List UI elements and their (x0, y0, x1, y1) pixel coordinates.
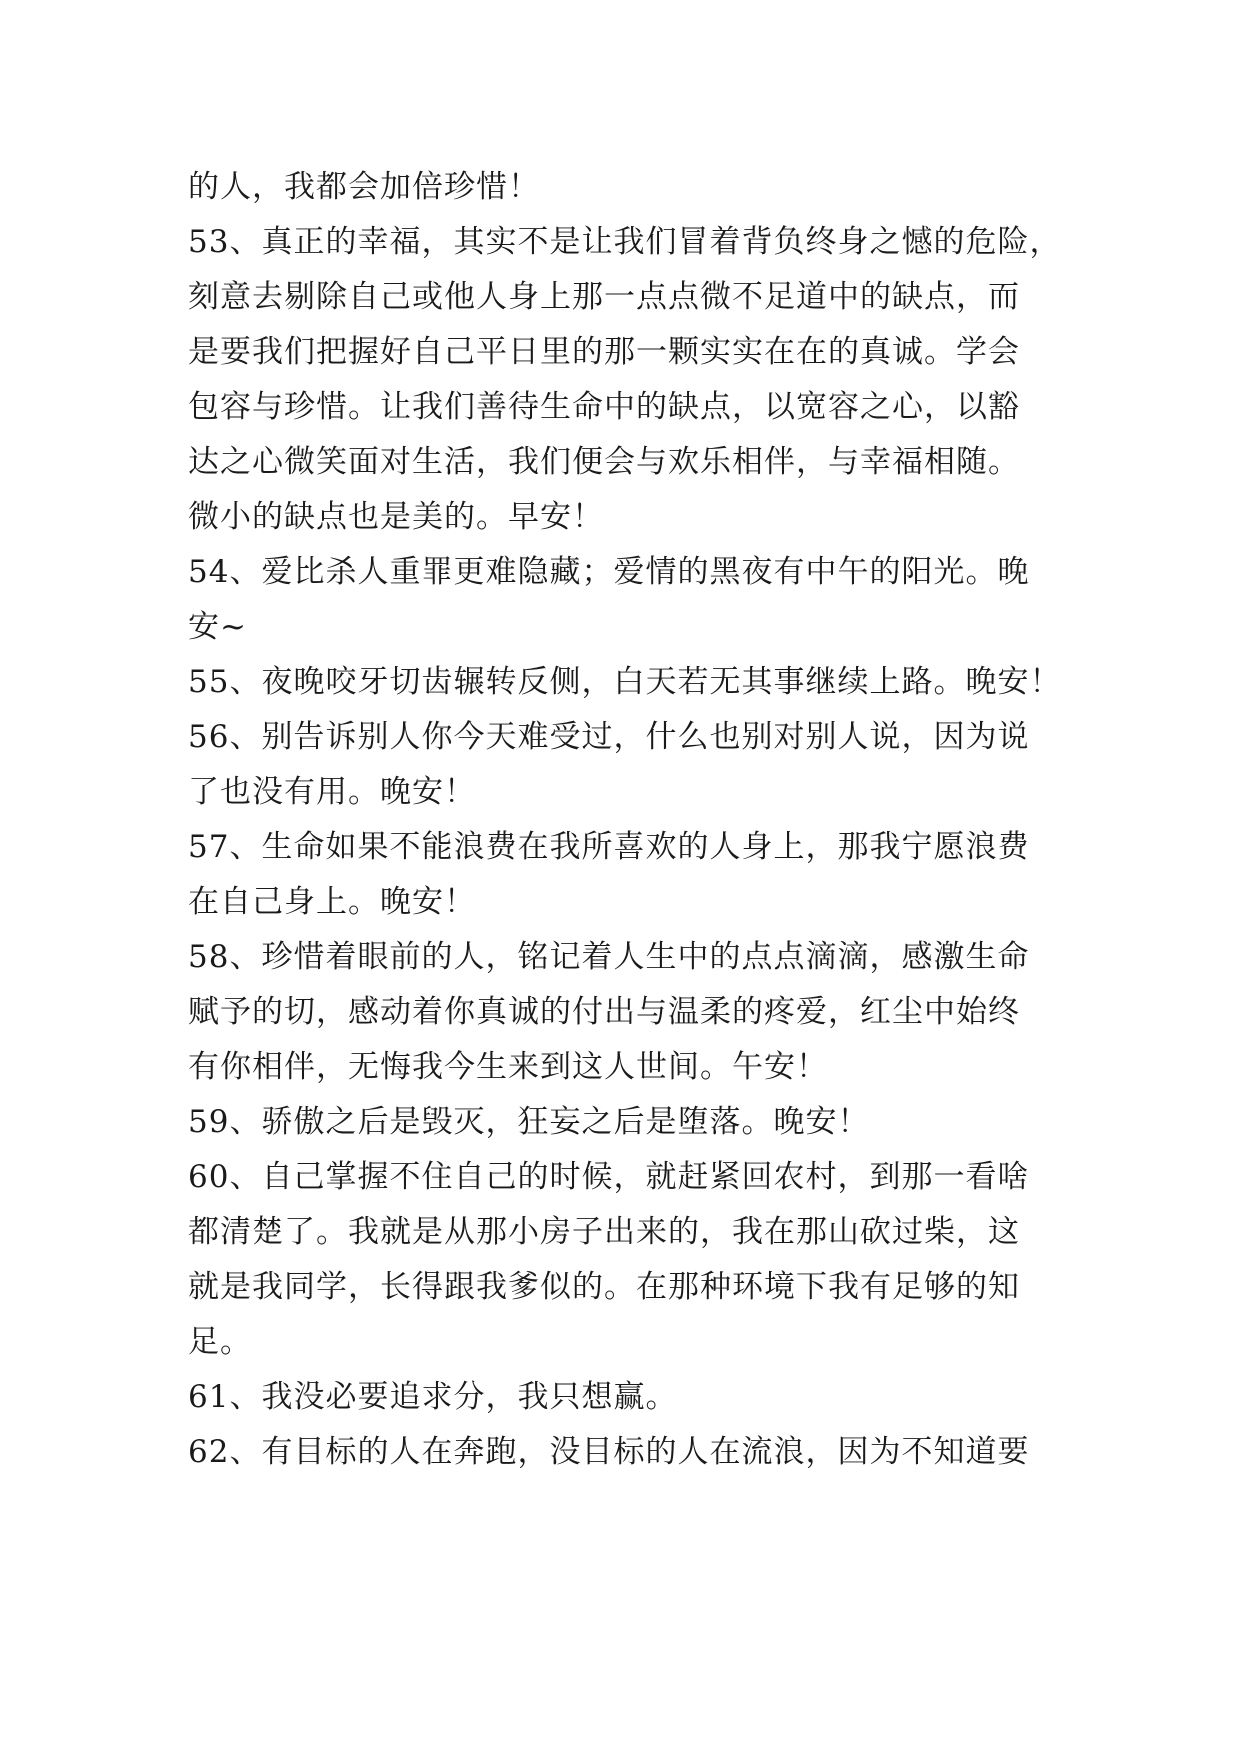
text-line: 微小的缺点也是美的。早安！ (188, 499, 604, 535)
text-line: 安~ (188, 609, 247, 645)
text-line: 54、爱比杀人重罪更难隐藏；爱情的黑夜有中午的阳光。晚 (188, 554, 1030, 590)
text-line: 是要我们把握好自己平日里的那一颗实实在在的真诚。学会 (188, 334, 1020, 370)
text-line: 53、真正的幸福，其实不是让我们冒着背负终身之憾的危险， (188, 224, 1062, 260)
text-line: 55、夜晚咬牙切齿辗转反侧，白天若无其事继续上路。晚安！ (188, 664, 1062, 700)
text-line: 刻意去剔除自己或他人身上那一点点微不足道中的缺点，而 (188, 279, 1020, 315)
text-line: 57、生命如果不能浪费在我所喜欢的人身上，那我宁愿浪费 (188, 829, 1030, 865)
text-line: 就是我同学，长得跟我爹似的。在那种环境下我有足够的知 (188, 1269, 1020, 1305)
text-line: 了也没有用。晚安！ (188, 774, 476, 810)
text-line: 有你相伴，无悔我今生来到这人世间。午安！ (188, 1049, 828, 1085)
text-line: 56、别告诉别人你今天难受过，什么也别对别人说，因为说 (188, 719, 1030, 755)
text-line: 都清楚了。我就是从那小房子出来的，我在那山砍过柴，这 (188, 1214, 1020, 1250)
text-line: 赋予的切，感动着你真诚的付出与温柔的疼爱，红尘中始终 (188, 994, 1020, 1030)
text-line: 61、我没必要追求分，我只想赢。 (188, 1379, 678, 1415)
text-line: 59、骄傲之后是毁灭，狂妄之后是堕落。晚安！ (188, 1104, 870, 1140)
text-line: 58、珍惜着眼前的人，铭记着人生中的点点滴滴，感激生命 (188, 939, 1030, 975)
text-line: 包容与珍惜。让我们善待生命中的缺点，以宽容之心，以豁 (188, 389, 1020, 425)
text-line: 足。 (188, 1324, 252, 1360)
text-line: 达之心微笑面对生活，我们便会与欢乐相伴，与幸福相随。 (188, 444, 1020, 480)
text-line: 62、有目标的人在奔跑，没目标的人在流浪，因为不知道要 (188, 1434, 1030, 1470)
text-line: 60、自己掌握不住自己的时候，就赶紧回农村，到那一看啥 (188, 1159, 1030, 1195)
text-line: 的人，我都会加倍珍惜！ (188, 169, 540, 205)
text-line: 在自己身上。晚安！ (188, 884, 476, 920)
